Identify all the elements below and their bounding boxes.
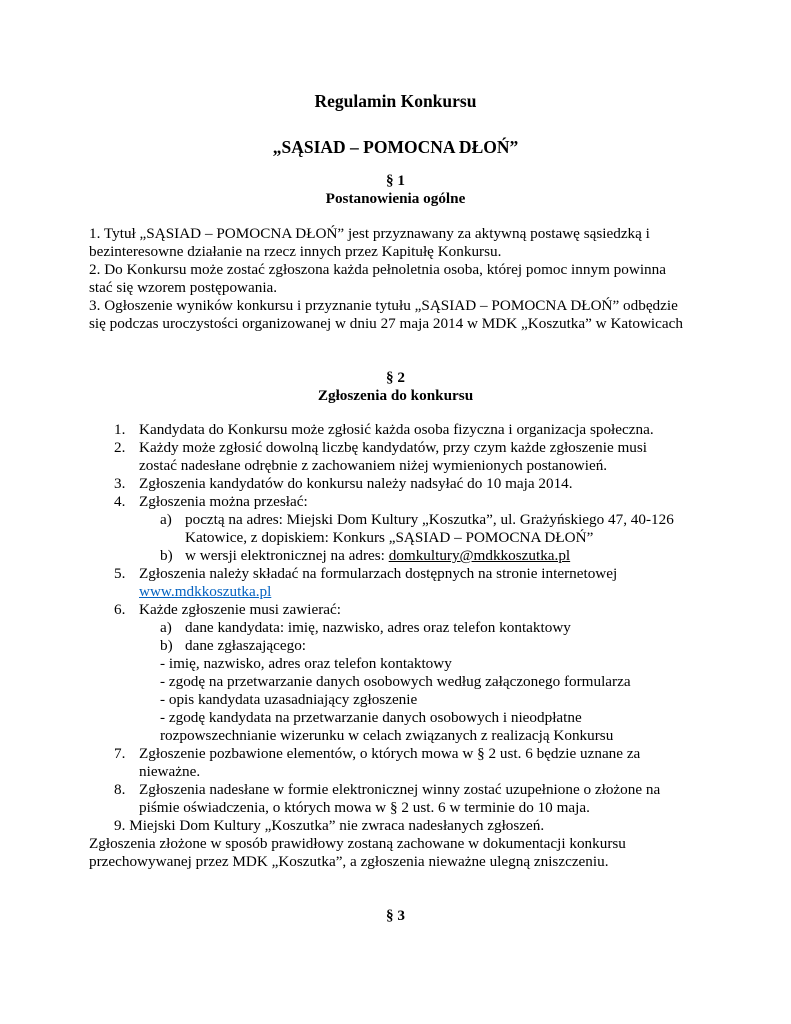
sub-item-label: b) (160, 637, 173, 654)
sub-item-text: dane kandydata: imię, nazwisko, adres oraz telefon kontaktowy (185, 619, 571, 636)
section-2-mark: § 2 (386, 369, 405, 386)
item-text: Każdy może zgłosić dowolną liczbę kandydatów, przy czym każde zgłoszenie musi (139, 439, 648, 456)
closing-text: przechowywanej przez MDK „Koszutka”, a zgłoszenia nieważne ulegną zniszczeniu. (89, 853, 609, 870)
section-1-line: 3. Ogłoszenie wyników konkursu i przyznanie tytułu „SĄSIAD – POMOCNA DŁOŃ” odbędzie (89, 297, 678, 314)
item-text: piśmie oświadczenia, o których mowa w § 2 ust. 6 w terminie do 10 maja. (139, 799, 590, 816)
item-number: 2. (114, 439, 126, 456)
website-link[interactable]: www.mdkkoszutka.pl (139, 583, 272, 600)
section-1-line: bezinteresowne działanie na rzecz innych przez Kapitułę Konkursu. (89, 243, 502, 260)
item-number: 6. (114, 601, 126, 618)
item-number: 5. (114, 565, 126, 582)
item-number: 4. (114, 493, 126, 510)
item-text: nieważne. (139, 763, 201, 780)
dash-line: - opis kandydata uzasadniający zgłoszenie (160, 691, 418, 708)
dash-line: - zgodę na przetwarzanie danych osobowych według załączonego formularza (160, 673, 631, 690)
item-text: Zgłoszenia można przesłać: (139, 493, 308, 510)
sub-item-text: dane zgłaszającego: (185, 637, 307, 654)
item-text: zostać nadesłane odrębnie z zachowaniem niżej wymienionych postanowień. (139, 457, 608, 474)
item-text: Zgłoszenia należy składać na formularzach dostępnych na stronie internetowej (139, 565, 618, 582)
section-2-list (89, 421, 719, 881)
section-1-line: się podczas uroczystości organizowanej w dniu 27 maja 2014 w MDK „Koszutka” w Katowicach (89, 315, 683, 332)
document-title: Regulamin Konkursu (314, 91, 477, 111)
sub-item-text: Katowice, z dopiskiem: Konkurs „SĄSIAD – POMOCNA DŁOŃ” (185, 529, 594, 546)
closing-text: Zgłoszenia złożone w sposób prawidłowy zostaną zachowane w dokumentacji konkursu (89, 835, 626, 852)
dash-line: rozpowszechnianie wizerunku w celach związanych z realizacją Konkursu (160, 727, 614, 744)
section-2-heading: Zgłoszenia do konkursu (317, 387, 474, 404)
sub-item-text-prefix: w wersji elektronicznej na adres: (185, 547, 389, 564)
section-1-line: stać się wzorem postępowania. (89, 279, 278, 296)
dash-line: - imię, nazwisko, adres oraz telefon kontaktowy (160, 655, 452, 672)
section-1-line: 2. Do Konkursu może zostać zgłoszona każda pełnoletnia osoba, której pomoc innym powinna (89, 261, 666, 278)
section-3-mark: § 3 (386, 907, 405, 924)
section-1-heading: Postanowienia ogólne (325, 190, 466, 207)
dash-line: - zgodę kandydata na przetwarzanie danych osobowych i nieodpłatne (160, 709, 582, 726)
section-1-line: 1. Tytuł „SĄSIAD – POMOCNA DŁOŃ” jest przyznawany za aktywną postawę sąsiedzką i (89, 225, 650, 242)
item-number: 1. (114, 421, 126, 438)
sub-item-label: a) (160, 619, 172, 636)
section-1-mark: § 1 (386, 172, 405, 189)
item-number: 7. (114, 745, 126, 762)
sub-item-label: b) (160, 547, 173, 564)
item-text: Kandydata do Konkursu może zgłosić każda osoba fizyczna i organizacja społeczna. (139, 421, 654, 438)
item-text: Każde zgłoszenie musi zawierać: (139, 601, 341, 618)
sub-item-text: pocztą na adres: Miejski Dom Kultury „Koszutka”, ul. Grażyńskiego 47, 40-126 (185, 511, 674, 528)
list-item-9: 9. Miejski Dom Kultury „Koszutka” nie zwraca nadesłanych zgłoszeń. (114, 817, 545, 834)
email-link[interactable]: domkultury@mdkkoszutka.pl (388, 547, 571, 564)
item-text: Zgłoszenia nadesłane w formie elektronicznej winny zostać uzupełnione o złożone na (139, 781, 661, 798)
item-text: Zgłoszenie pozbawione elementów, o których mowa w § 2 ust. 6 będzie uznane za (139, 745, 641, 762)
sub-item-label: a) (160, 511, 172, 528)
item-number: 3. (114, 475, 126, 492)
document-subtitle: „SĄSIAD – POMOCNA DŁOŃ” (272, 137, 519, 157)
sub-item-text (185, 547, 570, 565)
item-number: 8. (114, 781, 126, 798)
dash-list (160, 655, 631, 745)
section-1-body (89, 225, 719, 333)
item-text: Zgłoszenia kandydatów do konkursu należy nadsyłać do 10 maja 2014. (139, 475, 573, 492)
